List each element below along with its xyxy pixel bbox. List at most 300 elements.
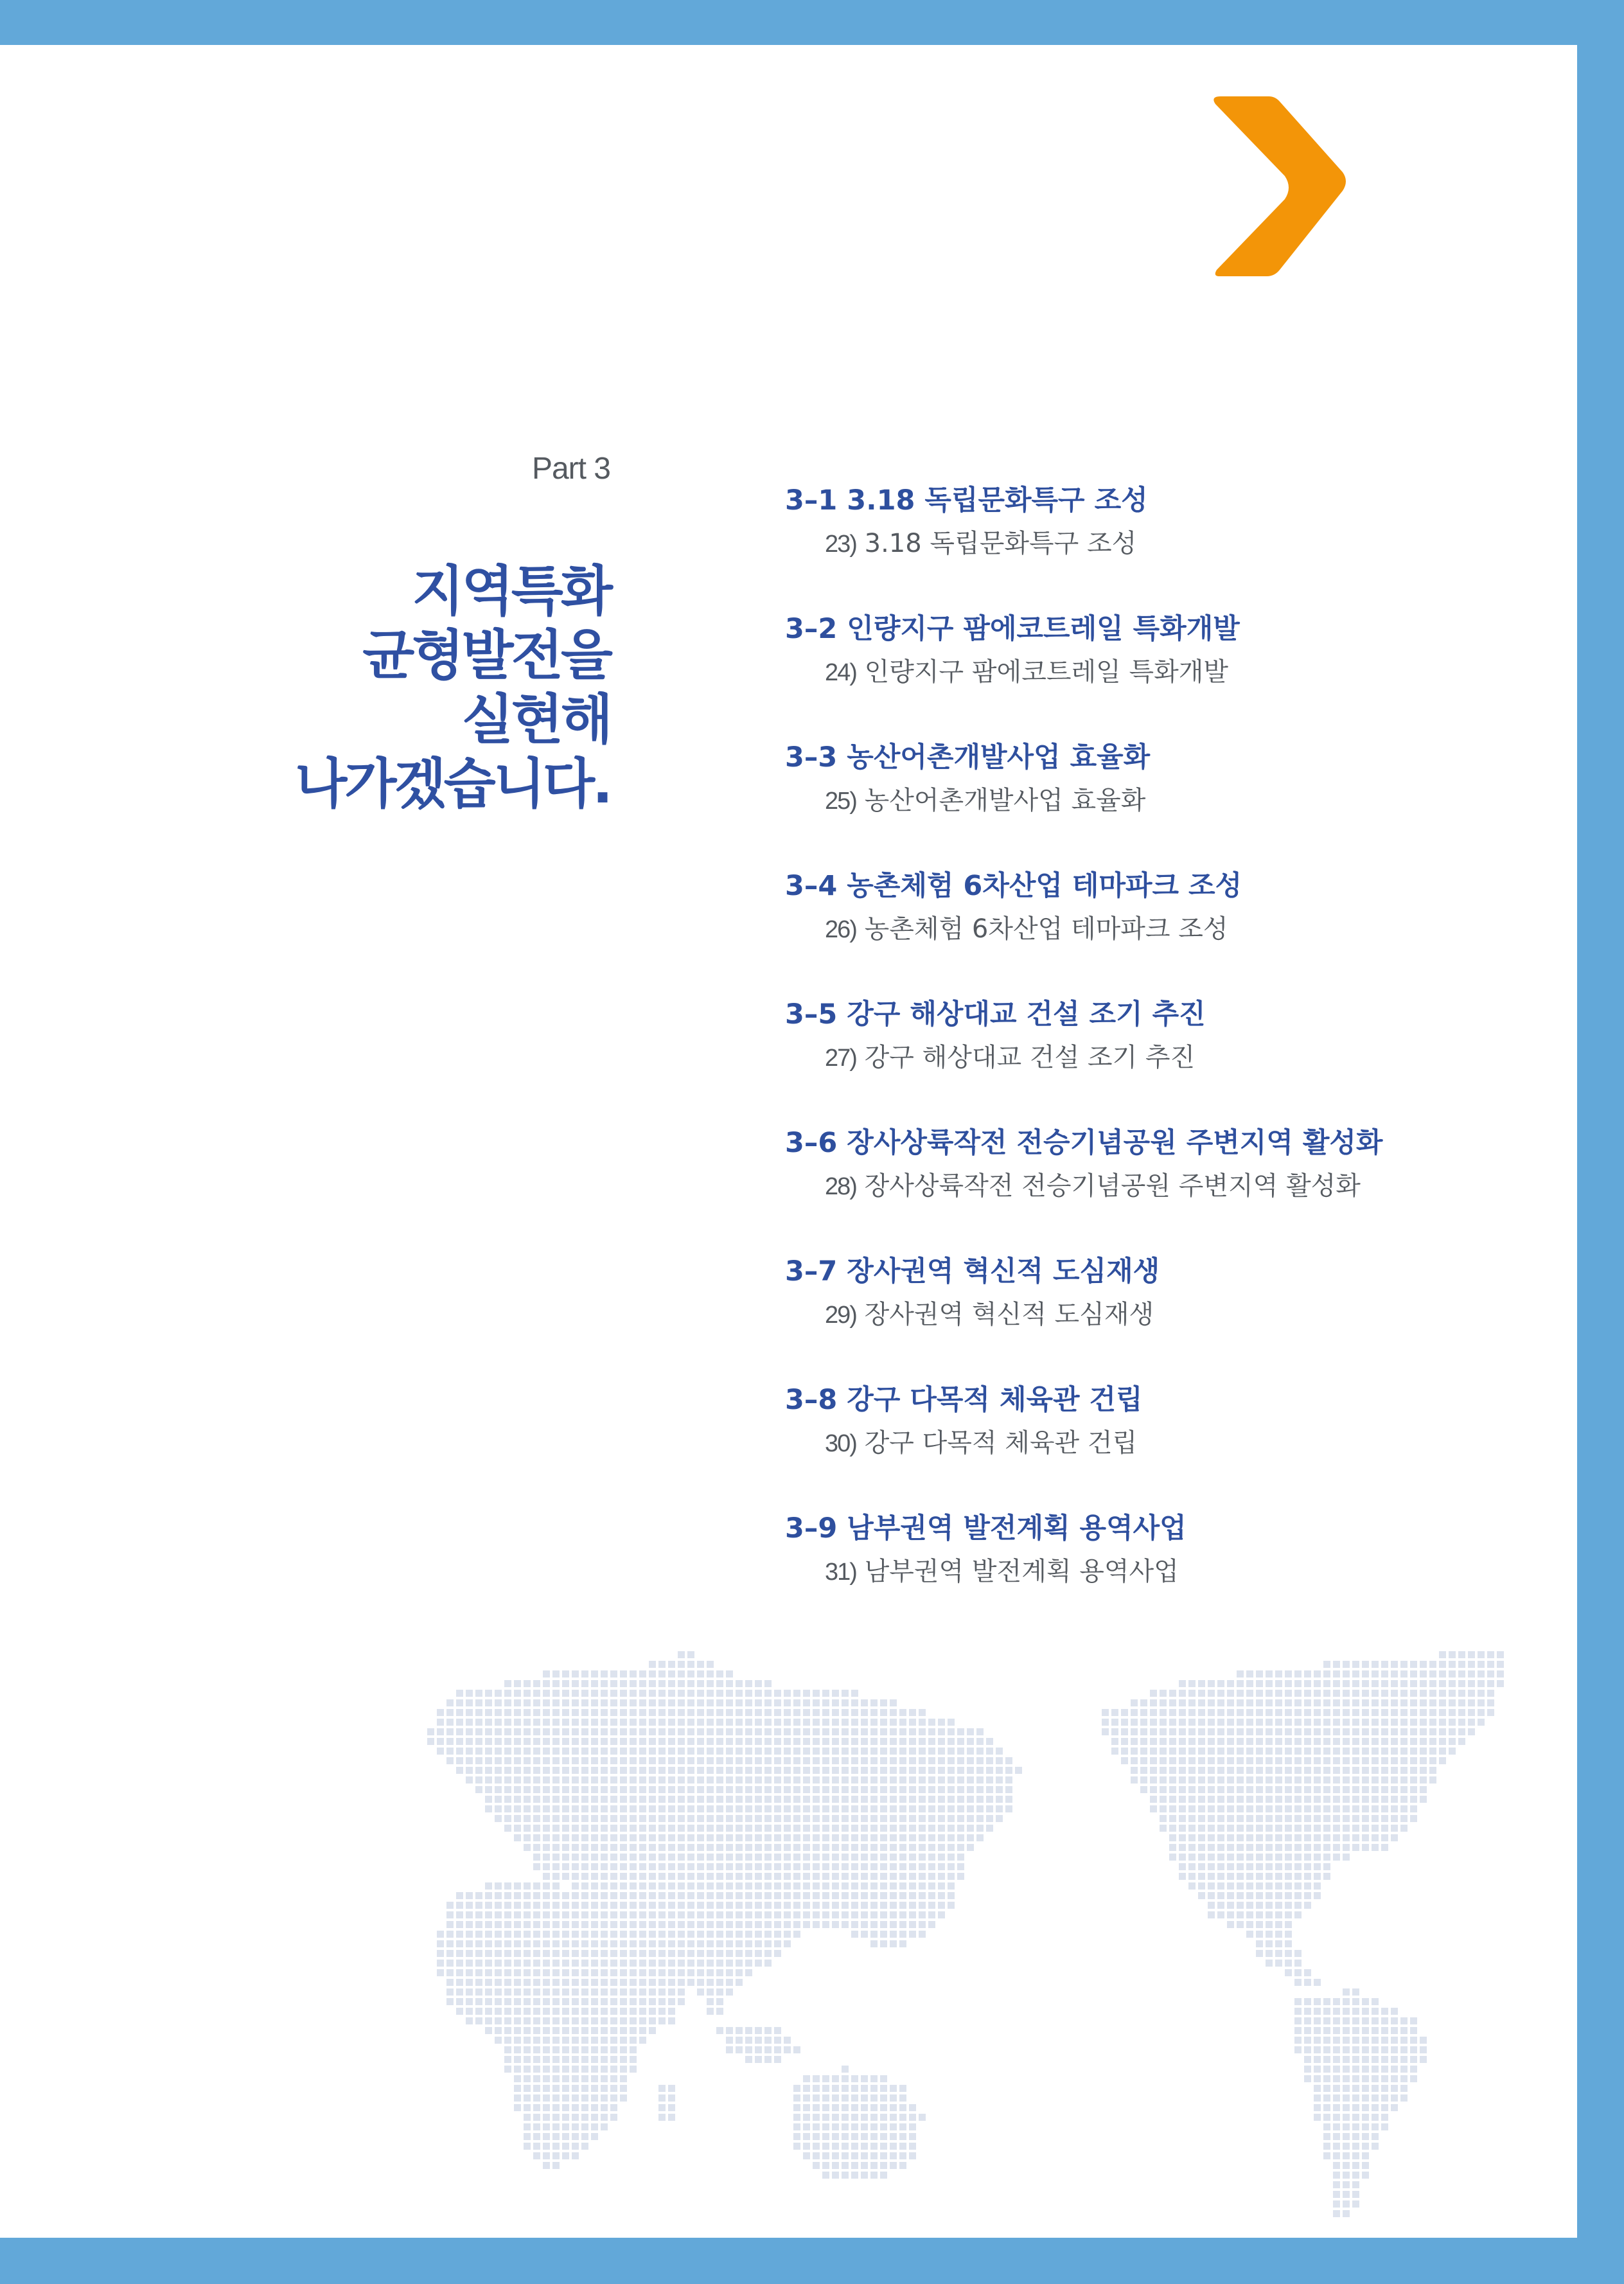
map-dot [1400, 1815, 1408, 1822]
map-dot [533, 1757, 540, 1764]
map-dot [842, 2123, 849, 2130]
map-dot [1323, 2008, 1330, 2015]
toc-item-title[interactable]: 3–5 강구 해상대교 건설 조기 추진 [785, 998, 1206, 1031]
toc-item[interactable] [785, 1507, 1556, 1635]
map-dot [736, 2037, 743, 2044]
map-dot [1131, 1728, 1138, 1735]
map-dot [1188, 1748, 1196, 1755]
map-dot [572, 1998, 579, 2005]
map-dot [668, 1844, 675, 1851]
map-dot [1449, 1670, 1456, 1678]
map-dot [1294, 1844, 1302, 1851]
map-dot [1246, 1882, 1253, 1890]
map-dot [1150, 1719, 1157, 1726]
map-dot [1294, 2046, 1302, 2053]
map-dot [610, 1998, 617, 2005]
map-dot [591, 2123, 598, 2130]
map-dot [601, 2046, 608, 2053]
map-dot [504, 1690, 511, 1697]
map-dot [1323, 1709, 1330, 1716]
map-dot [446, 1728, 454, 1735]
map-dot [639, 1844, 646, 1851]
map-dot [1314, 1805, 1321, 1812]
map-dot [610, 2085, 617, 2092]
map-dot [1343, 2133, 1350, 2140]
map-dot [909, 1786, 916, 1793]
map-dot [543, 2114, 550, 2121]
map-dot [591, 2008, 598, 2015]
map-dot [1410, 2037, 1417, 2044]
map-dot [851, 1776, 858, 1784]
map-dot [552, 2162, 560, 2169]
map-dot [514, 1988, 521, 1996]
map-dot [1160, 1709, 1167, 1716]
map-dot [1266, 1796, 1273, 1803]
map-dot [736, 1882, 743, 1890]
toc-item-title[interactable]: 3–8 강구 다목적 체육관 건립 [785, 1384, 1143, 1416]
toc-item[interactable] [785, 736, 1556, 864]
map-dot [591, 1940, 598, 1947]
map-dot [591, 2017, 598, 2024]
map-dot [899, 2094, 906, 2102]
map-dot [610, 1863, 617, 1870]
map-dot [620, 1969, 627, 1976]
map-dot [726, 2027, 733, 2034]
map-dot [475, 2017, 482, 2024]
map-dot [1410, 1748, 1417, 1755]
map-dot [437, 1969, 444, 1976]
map-dot [495, 1786, 502, 1793]
map-dot [851, 2104, 858, 2111]
map-dot [1285, 1844, 1292, 1851]
map-dot [1208, 1728, 1215, 1735]
map-dot [1362, 1815, 1369, 1822]
map-dot [707, 1854, 714, 1861]
map-dot [552, 2143, 560, 2150]
map-dot [495, 1805, 502, 1812]
map-dot [630, 2056, 637, 2063]
map-dot [630, 2037, 637, 2044]
map-dot [1439, 1709, 1446, 1716]
map-dot [1468, 1728, 1475, 1735]
toc-item-subtitle-text: 장사권역 혁신적 도심재생 [864, 1300, 1154, 1329]
map-dot [745, 1844, 752, 1851]
map-dot [803, 1854, 810, 1861]
map-dot [1227, 1892, 1234, 1899]
map-dot [736, 1940, 743, 1947]
map-dot [581, 1854, 588, 1861]
map-dot [630, 1873, 637, 1880]
map-dot [1285, 1854, 1292, 1861]
map-dot [524, 2123, 531, 2130]
map-dot [524, 1921, 531, 1928]
map-dot [514, 2085, 521, 2092]
map-dot [764, 1709, 772, 1716]
map-dot [630, 1921, 637, 1928]
map-dot [851, 1728, 858, 1735]
map-dot [533, 1748, 540, 1755]
map-dot [601, 2027, 608, 2034]
map-dot [1015, 1767, 1022, 1774]
map-dot [581, 1969, 588, 1976]
map-dot [1333, 1709, 1340, 1716]
toc-item-subtitle[interactable] [825, 1550, 1556, 1593]
map-dot [649, 1979, 656, 1986]
map-dot [948, 1786, 955, 1793]
map-dot [591, 1892, 598, 1899]
map-dot [591, 2027, 598, 2034]
map-dot [928, 1786, 935, 1793]
toc-item-title[interactable]: 3–1 3.18 독립문화특구 조성 [785, 484, 1148, 517]
map-dot [630, 1863, 637, 1870]
map-dot [514, 1892, 521, 1899]
map-dot [620, 1805, 627, 1812]
map-dot [976, 1834, 984, 1841]
map-dot [784, 1699, 791, 1706]
map-dot [620, 1960, 627, 1967]
map-dot [1362, 2104, 1369, 2111]
toc-item-subtitle[interactable] [825, 908, 1556, 950]
map-dot [1458, 1719, 1465, 1726]
map-dot [572, 2056, 579, 2063]
map-dot [1294, 1757, 1302, 1764]
map-dot [822, 1719, 829, 1726]
map-dot [716, 1902, 723, 1909]
map-dot [514, 1786, 521, 1793]
map-dot [427, 1728, 434, 1735]
map-dot [793, 1709, 800, 1716]
map-dot [755, 1854, 762, 1861]
map-dot [504, 2017, 511, 2024]
map-dot [668, 1825, 675, 1832]
map-dot [639, 1670, 646, 1678]
map-dot [1478, 1670, 1485, 1678]
map-dot [581, 1690, 588, 1697]
map-dot [456, 1902, 463, 1909]
map-dot [745, 1738, 752, 1745]
map-dot [899, 1748, 906, 1755]
map-dot [716, 1854, 723, 1861]
map-dot [1362, 1776, 1369, 1784]
map-dot [1266, 1902, 1273, 1909]
map-dot [1304, 2008, 1311, 2015]
toc-item[interactable] [785, 1250, 1556, 1378]
map-dot [909, 1709, 916, 1716]
map-dot [678, 1998, 685, 2005]
map-dot [716, 1767, 723, 1774]
map-dot [697, 1738, 704, 1745]
map-dot [1304, 2046, 1311, 2053]
map-dot [1381, 2094, 1388, 2102]
map-dot [504, 1680, 511, 1687]
map-dot [639, 1699, 646, 1706]
toc-item-subtitle[interactable] [825, 651, 1556, 693]
map-dot [581, 2104, 588, 2111]
map-dot [1285, 1921, 1292, 1928]
map-dot [543, 1950, 550, 1957]
map-dot [870, 1854, 878, 1861]
map-dot [1285, 1902, 1292, 1909]
map-dot [1458, 1738, 1465, 1745]
map-dot [755, 1892, 762, 1899]
map-dot [1410, 1661, 1417, 1668]
toc-item-title[interactable]: 3–3 농산어촌개발사업 효율화 [785, 741, 1151, 774]
map-dot [726, 1969, 733, 1976]
toc-item-number: 25) [825, 788, 856, 815]
map-dot [678, 1680, 685, 1687]
map-dot [572, 1815, 579, 1822]
map-dot [948, 1796, 955, 1803]
map-dot [1256, 1757, 1263, 1764]
map-dot [1256, 1834, 1263, 1841]
map-dot [1381, 1661, 1388, 1668]
map-dot [851, 1834, 858, 1841]
toc-item-title[interactable]: 3–4 농촌체험 6차산업 테마파크 조성 [785, 870, 1242, 902]
map-dot [668, 1748, 675, 1755]
map-dot [1285, 1969, 1292, 1976]
map-dot [967, 1786, 974, 1793]
headline-line: 나가겠습니다. [295, 752, 610, 815]
map-dot [552, 2133, 560, 2140]
map-dot [1285, 1786, 1292, 1793]
map-dot [716, 1844, 723, 1851]
map-dot [1169, 1767, 1176, 1774]
map-dot [919, 1921, 926, 1928]
map-dot [1237, 1776, 1244, 1784]
map-dot [1294, 1815, 1302, 1822]
map-dot [899, 2114, 906, 2121]
map-dot [726, 1940, 733, 1947]
map-dot [572, 1834, 579, 1841]
toc-item[interactable] [785, 1378, 1556, 1507]
map-dot [822, 1911, 829, 1918]
map-dot [1005, 1786, 1012, 1793]
toc-item[interactable] [785, 864, 1556, 993]
map-dot [601, 1988, 608, 1996]
map-dot [1256, 1931, 1263, 1938]
section-headline [32, 559, 610, 816]
map-dot [572, 1709, 579, 1716]
map-dot [1439, 1670, 1446, 1678]
map-dot [524, 1979, 531, 1986]
map-dot [1391, 2104, 1398, 2111]
map-dot [668, 1969, 675, 1976]
map-dot [707, 1834, 714, 1841]
toc-item-subtitle[interactable] [825, 1293, 1556, 1336]
map-dot [610, 2104, 617, 2111]
map-dot [552, 1854, 560, 1861]
map-dot [1391, 2056, 1398, 2063]
map-dot [552, 1738, 560, 1745]
map-dot [697, 1979, 704, 1986]
map-dot [1362, 1786, 1369, 1793]
map-dot [1256, 1719, 1263, 1726]
map-dot [610, 1805, 617, 1812]
map-dot [562, 1834, 569, 1841]
map-dot [1410, 1690, 1417, 1697]
map-dot [1333, 2172, 1340, 2179]
map-dot [1372, 1767, 1379, 1774]
map-dot [687, 1699, 694, 1706]
map-dot [668, 2104, 675, 2111]
map-dot [764, 1854, 772, 1861]
map-dot [456, 1690, 463, 1697]
map-dot [1256, 1670, 1263, 1678]
map-dot [967, 1757, 974, 1764]
map-dot [1400, 1805, 1408, 1812]
map-dot [880, 1892, 887, 1899]
map-dot [919, 1931, 926, 1938]
map-dot [755, 1728, 762, 1735]
map-dot [552, 1728, 560, 1735]
map-dot [1391, 2027, 1398, 2034]
toc-item[interactable] [785, 1121, 1556, 1250]
map-dot [475, 1988, 482, 1996]
map-dot [822, 1738, 829, 1745]
map-dot [1314, 1786, 1321, 1793]
map-dot [1381, 1738, 1388, 1745]
map-dot [1352, 2114, 1359, 2121]
map-dot [1323, 2123, 1330, 2130]
map-dot [678, 1719, 685, 1726]
map-dot [610, 2075, 617, 2082]
map-dot [870, 2162, 878, 2169]
toc-item-title[interactable]: 3–2 인량지구 팜에코트레일 특화개발 [785, 613, 1240, 645]
toc-item-title[interactable]: 3–7 장사권역 혁신적 도심재생 [785, 1255, 1160, 1288]
map-dot [427, 1738, 434, 1745]
map-dot [601, 1738, 608, 1745]
map-dot [1343, 1709, 1350, 1716]
map-dot [1410, 2066, 1417, 2073]
map-dot [610, 1950, 617, 1957]
map-dot [822, 1767, 829, 1774]
map-dot [1362, 1728, 1369, 1735]
map-dot [1275, 1776, 1282, 1784]
map-dot [755, 1902, 762, 1909]
map-dot [1294, 1834, 1302, 1841]
toc-item-number: 23) [825, 531, 856, 558]
map-dot [1420, 1728, 1427, 1735]
map-dot [1333, 1719, 1340, 1726]
map-dot [1420, 1661, 1427, 1668]
map-dot [610, 1854, 617, 1861]
map-dot [861, 1738, 868, 1745]
map-dot [543, 1796, 550, 1803]
map-dot [495, 1882, 502, 1890]
map-dot [716, 2008, 723, 2015]
map-dot [1343, 2210, 1350, 2217]
map-dot [639, 1719, 646, 1726]
map-dot [485, 1921, 492, 1928]
map-dot [1237, 1670, 1244, 1678]
map-dot [630, 1786, 637, 1793]
map-dot [880, 1748, 887, 1755]
map-dot [880, 1757, 887, 1764]
map-dot [1304, 1728, 1311, 1735]
map-dot [1439, 1680, 1446, 1687]
map-dot [649, 1882, 656, 1890]
map-dot [1169, 1854, 1176, 1861]
map-dot [707, 1776, 714, 1784]
map-dot [726, 1854, 733, 1861]
map-dot [861, 2094, 868, 2102]
map-dot [581, 2143, 588, 2150]
toc-item-subtitle[interactable] [825, 1036, 1556, 1079]
map-dot [1410, 1796, 1417, 1803]
map-dot [1140, 1757, 1147, 1764]
map-dot [793, 1921, 800, 1928]
toc-item-subtitle-text: 강구 다목적 체육관 건립 [864, 1428, 1138, 1458]
map-dot [552, 1940, 560, 1947]
map-dot [851, 2094, 858, 2102]
map-dot [610, 1979, 617, 1986]
map-dot [658, 1825, 666, 1832]
toc-item-subtitle[interactable] [825, 522, 1556, 565]
map-dot [842, 2143, 849, 2150]
map-dot [1304, 2037, 1311, 2044]
map-dot [1314, 2037, 1321, 2044]
map-dot [726, 1690, 733, 1697]
toc-item-title[interactable]: 3–6 장사상륙작전 전승기념공원 주변지역 활성화 [785, 1127, 1383, 1159]
map-dot [552, 1882, 560, 1890]
map-dot [543, 1844, 550, 1851]
map-dot [658, 1796, 666, 1803]
map-dot [1304, 1854, 1311, 1861]
map-dot [446, 1911, 454, 1918]
map-dot [591, 1960, 598, 1967]
toc-item-title[interactable]: 3–9 남부권역 발전계획 용역사업 [785, 1512, 1187, 1545]
map-dot [630, 1767, 637, 1774]
map-dot [581, 2114, 588, 2121]
map-dot [1410, 1709, 1417, 1716]
map-dot [1294, 1776, 1302, 1784]
toc-item-subtitle[interactable] [825, 779, 1556, 822]
map-dot [601, 1757, 608, 1764]
map-dot [1343, 2027, 1350, 2034]
toc-item[interactable] [785, 479, 1556, 607]
map-dot [755, 1690, 762, 1697]
map-dot [1246, 1709, 1253, 1716]
map-dot [1246, 1844, 1253, 1851]
map-dot [928, 1892, 935, 1899]
map-dot [1352, 1661, 1359, 1668]
map-dot [562, 1988, 569, 1996]
map-dot [1410, 2046, 1417, 2053]
map-dot [890, 2123, 897, 2130]
map-dot [1266, 1834, 1273, 1841]
toc-item[interactable] [785, 607, 1556, 736]
map-dot [793, 1786, 800, 1793]
toc-item[interactable] [785, 993, 1556, 1121]
toc-item-subtitle[interactable] [825, 1165, 1556, 1207]
toc-item-subtitle[interactable] [825, 1422, 1556, 1464]
map-dot [928, 1757, 935, 1764]
map-dot [543, 1921, 550, 1928]
map-dot [764, 1921, 772, 1928]
map-dot [716, 1776, 723, 1784]
map-dot [1372, 1825, 1379, 1832]
map-dot [591, 1815, 598, 1822]
map-dot [678, 1960, 685, 1967]
map-dot [1266, 1863, 1273, 1870]
map-dot [1285, 1892, 1292, 1899]
map-dot [1391, 1825, 1398, 1832]
map-dot [456, 1892, 463, 1899]
map-dot [1391, 1728, 1398, 1735]
map-dot [524, 2017, 531, 2024]
map-dot [793, 1882, 800, 1890]
map-dot [957, 1796, 964, 1803]
